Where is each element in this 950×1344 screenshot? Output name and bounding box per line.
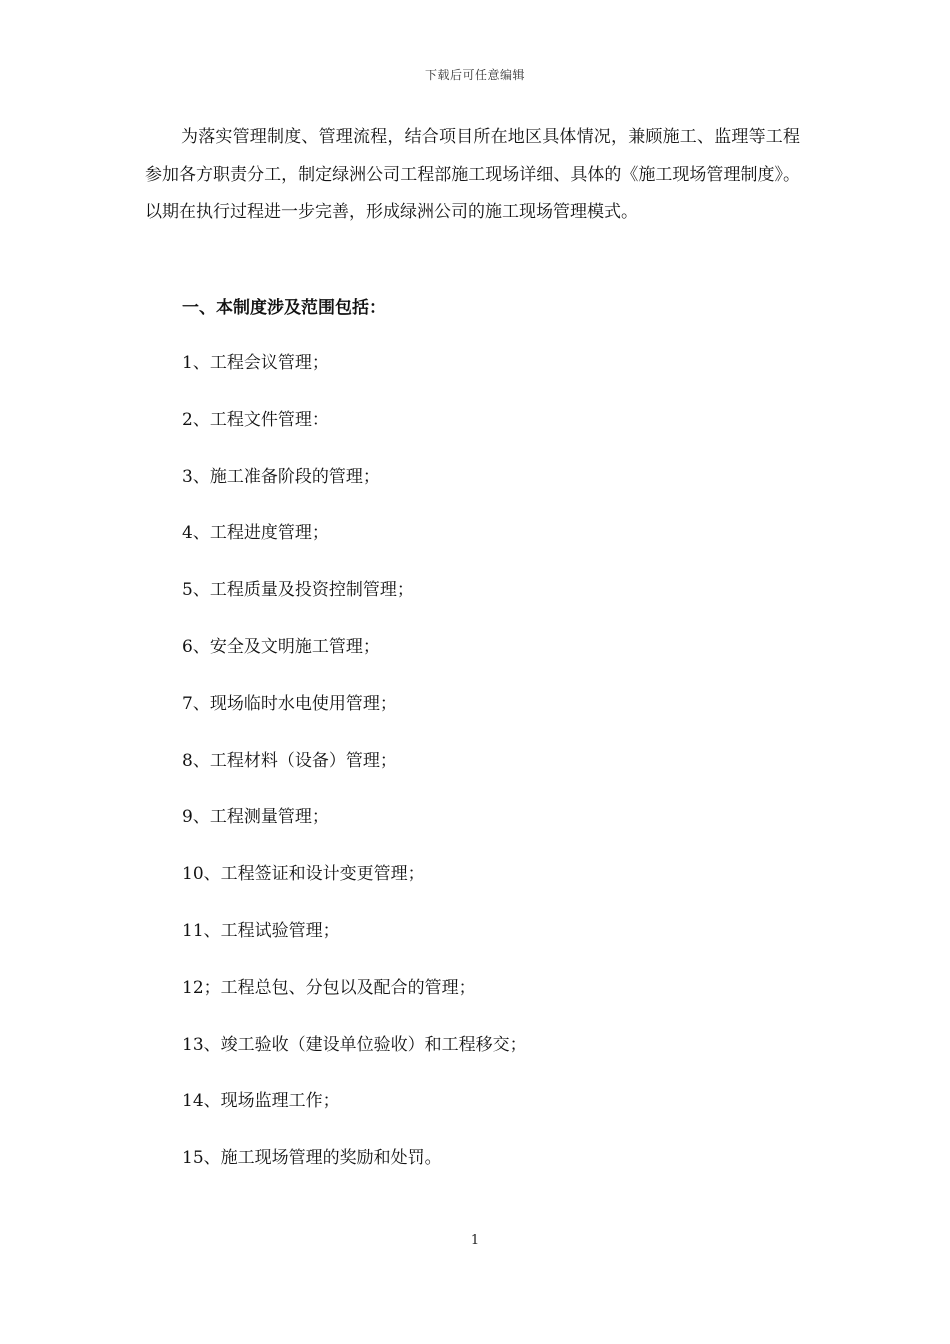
list-item: 8、工程材料（设备）管理； bbox=[182, 750, 397, 771]
list-item: 7、现场临时水电使用管理； bbox=[182, 693, 397, 714]
scope-list bbox=[182, 345, 527, 1197]
list-item: 10、工程签证和设计变更管理； bbox=[182, 864, 425, 885]
list-item: 14、现场监理工作； bbox=[182, 1091, 340, 1112]
list-item: 2、工程文件管理： bbox=[182, 409, 329, 430]
list-item: 5、工程质量及投资控制管理； bbox=[182, 580, 414, 601]
list-item: 13、竣工验收（建设单位验收）和工程移交； bbox=[182, 1034, 527, 1055]
list-item: 12；工程总包、分包以及配合的管理； bbox=[182, 977, 476, 998]
list-item: 4、工程进度管理； bbox=[182, 523, 329, 544]
page-number: 1 bbox=[470, 1233, 480, 1248]
page-header: 下载后可任意编辑 bbox=[424, 68, 525, 82]
list-item: 11、工程试验管理； bbox=[182, 920, 340, 941]
list-item: 6、安全及文明施工管理； bbox=[182, 636, 380, 657]
list-item: 9、工程测量管理； bbox=[182, 807, 329, 828]
list-item: 1、工程会议管理； bbox=[182, 353, 329, 373]
section-heading: 一、本制度涉及范围包括： bbox=[182, 298, 386, 318]
list-item: 3、施工准备阶段的管理； bbox=[182, 466, 380, 487]
intro-paragraph: 为落实管理制度、管理流程，结合项目所在地区具体情况，兼顾施工、监理等工程参加各方职责分工，制定绿洲公司工程部施工现场详细、具体的《施工现场管理制度》。以期在执行过程进一步完善，形成绿洲公司的施工现场管理模式。 bbox=[145, 127, 800, 222]
list-item: 15、施工现场管理的奖励和处罚。 bbox=[182, 1148, 442, 1169]
